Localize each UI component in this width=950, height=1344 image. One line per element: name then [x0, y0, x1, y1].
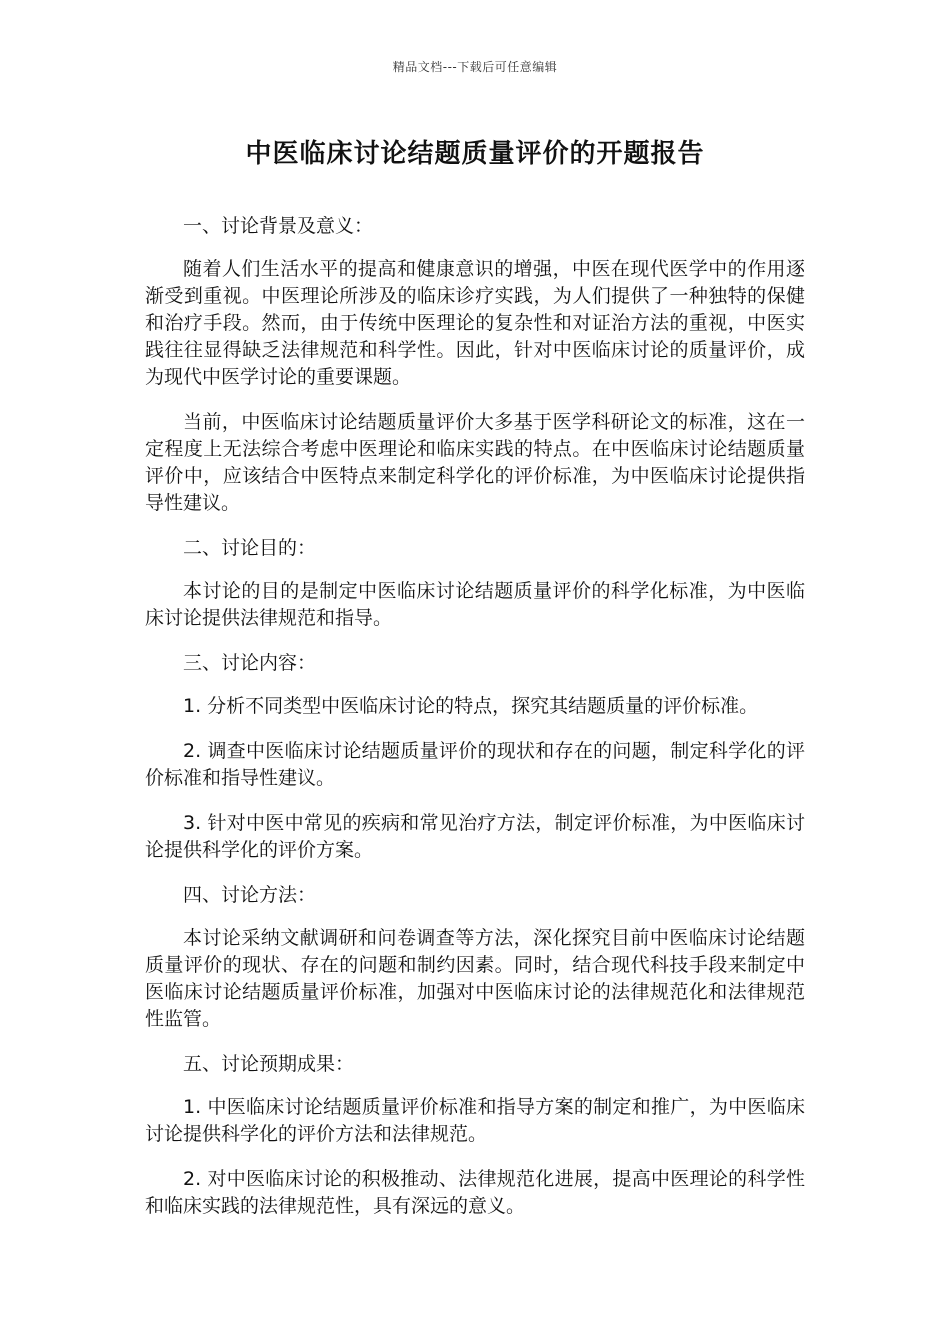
section-heading-purpose: 二、讨论目的：	[183, 537, 317, 559]
paragraph-methods: 本讨论采纳文献调研和问卷调查等方法，深化探究目前中医临床讨论结题质量评价的现状、存在的问题和制约因素。同时，结合现代科技手段来制定中医临床讨论结题质量评价标准，加强对中医临床讨论的法律规范化和法律规范性监管。	[145, 927, 805, 1030]
list-item-outcome-2: 2. 对中医临床讨论的积极推动、法律规范化进展，提高中医理论的科学性和临床实践的法律规范性，具有深远的意义。	[145, 1168, 805, 1217]
section-heading-background: 一、讨论背景及意义：	[183, 215, 374, 237]
paragraph-purpose: 本讨论的目的是制定中医临床讨论结题质量评价的科学化标准，为中医临床讨论提供法律规范和指导。	[145, 580, 805, 629]
document-body	[145, 213, 805, 1238]
list-item-content-1: 1. 分析不同类型中医临床讨论的特点，探究其结题质量的评价标准。	[183, 695, 759, 717]
section-heading-methods: 四、讨论方法：	[183, 884, 317, 906]
header-note: 精品文档---下载后可任意编辑	[392, 60, 558, 74]
list-item-content-2: 2. 调查中医临床讨论结题质量评价的现状和存在的问题，制定科学化的评价标准和指导性建议。	[145, 740, 805, 789]
list-item-outcome-1: 1. 中医临床讨论结题质量评价标准和指导方案的制定和推广，为中医临床讨论提供科学化的评价方法和法律规范。	[145, 1096, 805, 1145]
list-item-content-3: 3. 针对中医中常见的疾病和常见治疗方法，制定评价标准，为中医临床讨论提供科学化的评价方案。	[145, 812, 805, 861]
paragraph-background-1: 随着人们生活水平的提高和健康意识的增强，中医在现代医学中的作用逐渐受到重视。中医理论所涉及的临床诊疗实践，为人们提供了一种独特的保健和治疗手段。然而，由于传统中医理论的复杂性和对证治方法的重视，中医实践往往显得缺乏法律规范和科学性。因此，针对中医临床讨论的质量评价，成为现代中医学讨论的重要课题。	[145, 258, 805, 388]
section-heading-outcomes: 五、讨论预期成果：	[183, 1053, 355, 1075]
section-heading-content: 三、讨论内容：	[183, 652, 317, 674]
paragraph-background-2: 当前，中医临床讨论结题质量评价大多基于医学科研论文的标准，这在一定程度上无法综合考虑中医理论和临床实践的特点。在中医临床讨论结题质量评价中，应该结合中医特点来制定科学化的评价标准，为中医临床讨论提供指导性建议。	[145, 411, 805, 514]
document-title: 中医临床讨论结题质量评价的开题报告	[245, 139, 705, 169]
